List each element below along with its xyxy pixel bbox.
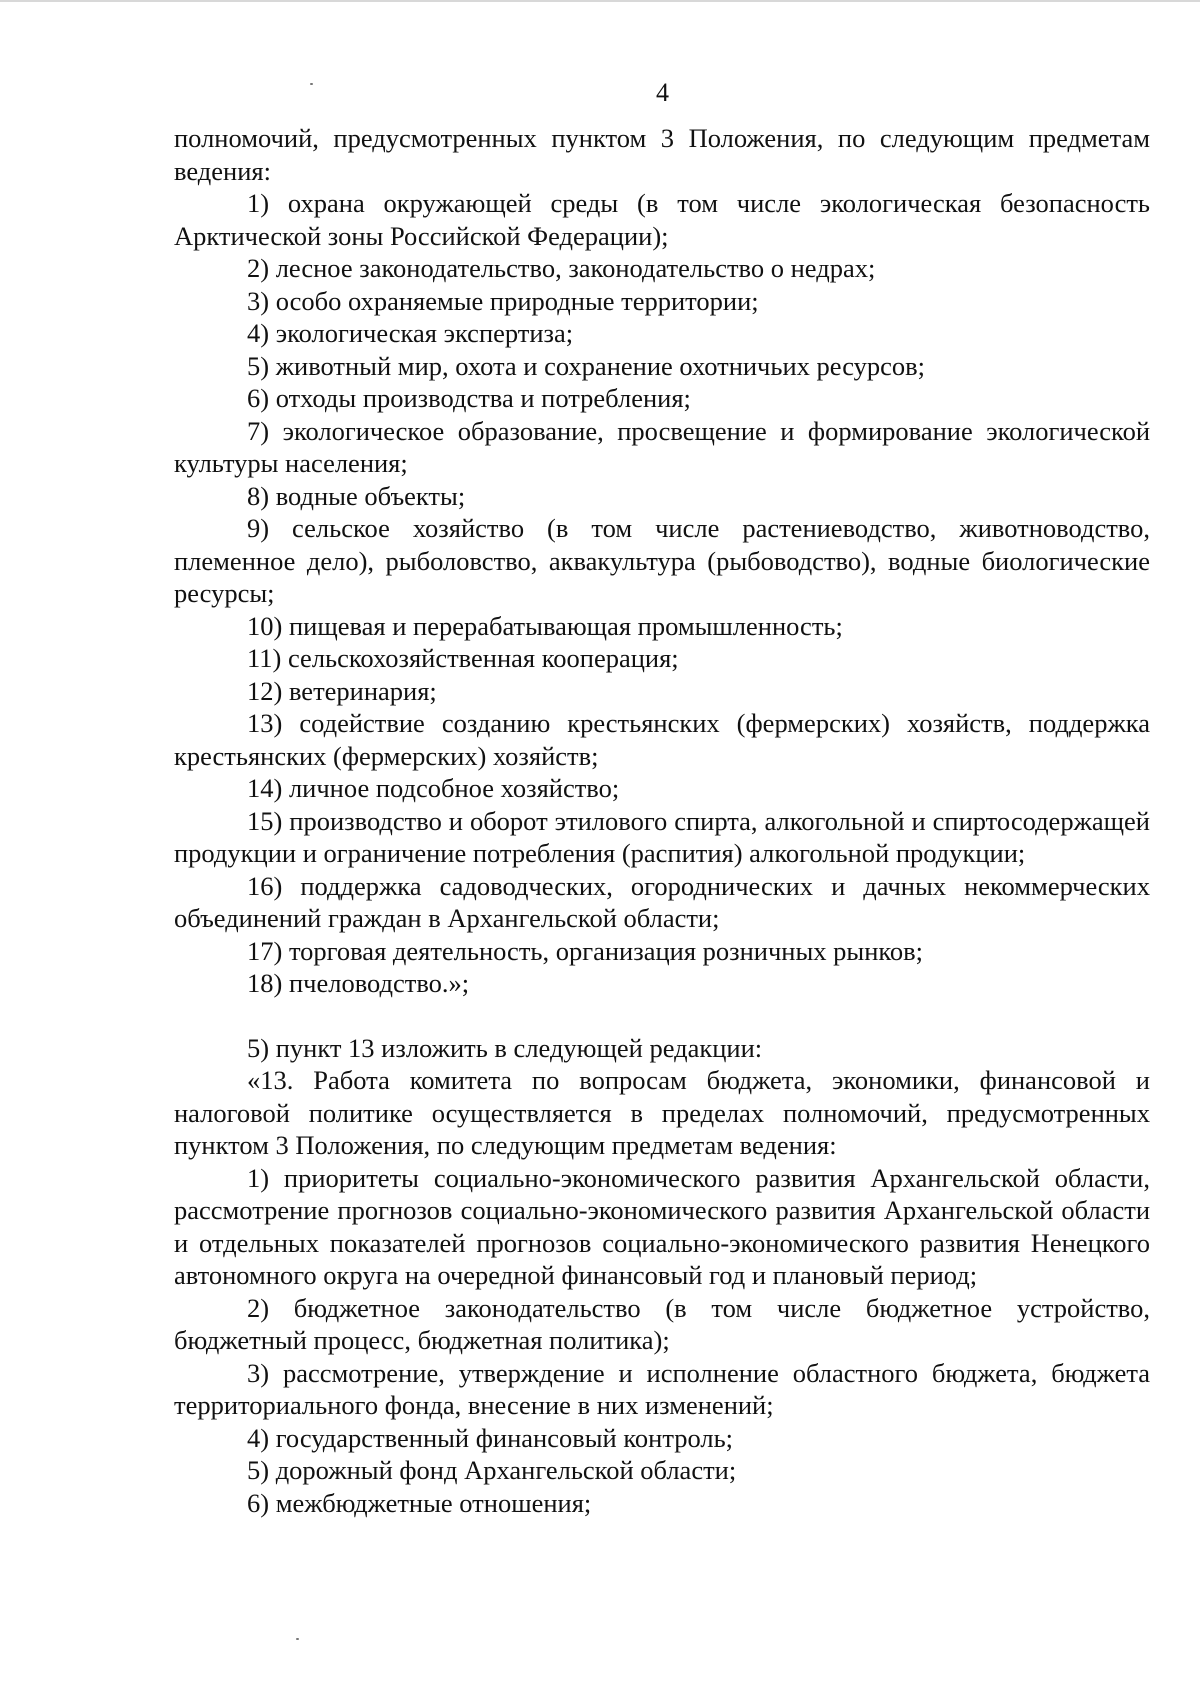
paragraph: 1) охрана окружающей среды (в том числе экологическая безопасность Арктической зоны Российской Федерации); xyxy=(174,188,1150,251)
paragraph: 8) водные объекты; xyxy=(247,480,466,511)
paragraph: 1) приоритеты социально-экономического развития Архангельской области, рассмотрение прогнозов социально-экономического развития Архангельской области и отдельных показателей прогнозов социально-экономического развития Ненецкого автономного округа на очередной финансовый год и плановый период; xyxy=(174,1162,1150,1290)
paragraph: 6) отходы производства и потребления; xyxy=(247,383,691,413)
paragraph: 6) межбюджетные отношения; xyxy=(247,1487,592,1518)
paragraph: 3) рассмотрение, утверждение и исполнение областного бюджета, бюджета территориального фонда, внесение в них изменений; xyxy=(174,1357,1150,1420)
page-number: 4 xyxy=(656,78,669,107)
document-body xyxy=(174,122,1150,1519)
paragraph: 9) сельское хозяйство (в том числе растениеводство, животноводство, племенное дело), рыболовство, аквакультура (рыбоводство), водные биологические ресурсы; xyxy=(174,513,1150,608)
paragraph: 7) экологическое образование, просвещение и формирование экологической культуры населения; xyxy=(174,415,1150,478)
paragraph: 2) лесное законодательство, законодательство о недрах; xyxy=(247,253,876,283)
paragraph: 16) поддержка садоводческих, огороднических и дачных некоммерческих объединений граждан в Архангельской области; xyxy=(174,870,1150,933)
paragraph: полномочий, предусмотренных пунктом 3 Положения, по следующим предметам ведения: xyxy=(174,123,1150,186)
paragraph: 3) особо охраняемые природные территории; xyxy=(247,285,759,316)
paragraph: 10) пищевая и перерабатывающая промышленность; xyxy=(247,610,843,641)
paragraph: «13. Работа комитета по вопросам бюджета, экономики, финансовой и налоговой политике осуществляется в пределах полномочий, предусмотренных пунктом 3 Положения, по следующим предметам ведения: xyxy=(174,1065,1150,1160)
paragraph: 4) экологическая экспертиза; xyxy=(247,318,574,348)
paragraph: 11) сельскохозяйственная кооперация; xyxy=(247,643,679,673)
paragraph: 17) торговая деятельность, организация розничных рынков; xyxy=(247,935,924,966)
paragraph: 12) ветеринария; xyxy=(247,675,437,706)
paragraph: 15) производство и оборот этилового спирта, алкогольной и спиртосодержащей продукции и ограничение потребления (распития) алкогольной продукции; xyxy=(174,805,1150,868)
paragraph: 5) животный мир, охота и сохранение охотничьих ресурсов; xyxy=(247,350,926,381)
paragraph: 18) пчеловодство.»; xyxy=(247,968,470,998)
paragraph: 5) пункт 13 изложить в следующей редакции: xyxy=(247,1032,763,1063)
paragraph: 2) бюджетное законодательство (в том числе бюджетное устройство, бюджетный процесс, бюджетная политика); xyxy=(174,1292,1150,1355)
paragraph: 4) государственный финансовый контроль; xyxy=(247,1422,734,1453)
scan-speck xyxy=(296,1638,299,1640)
paragraph: 13) содействие созданию крестьянских (фермерских) хозяйств, поддержка крестьянских (фермерских) хозяйств; xyxy=(174,708,1150,771)
paragraph-gap xyxy=(174,1000,1150,1032)
paragraph: 14) личное подсобное хозяйство; xyxy=(247,773,620,803)
paragraph: 5) дорожный фонд Архангельской области; xyxy=(247,1455,737,1485)
